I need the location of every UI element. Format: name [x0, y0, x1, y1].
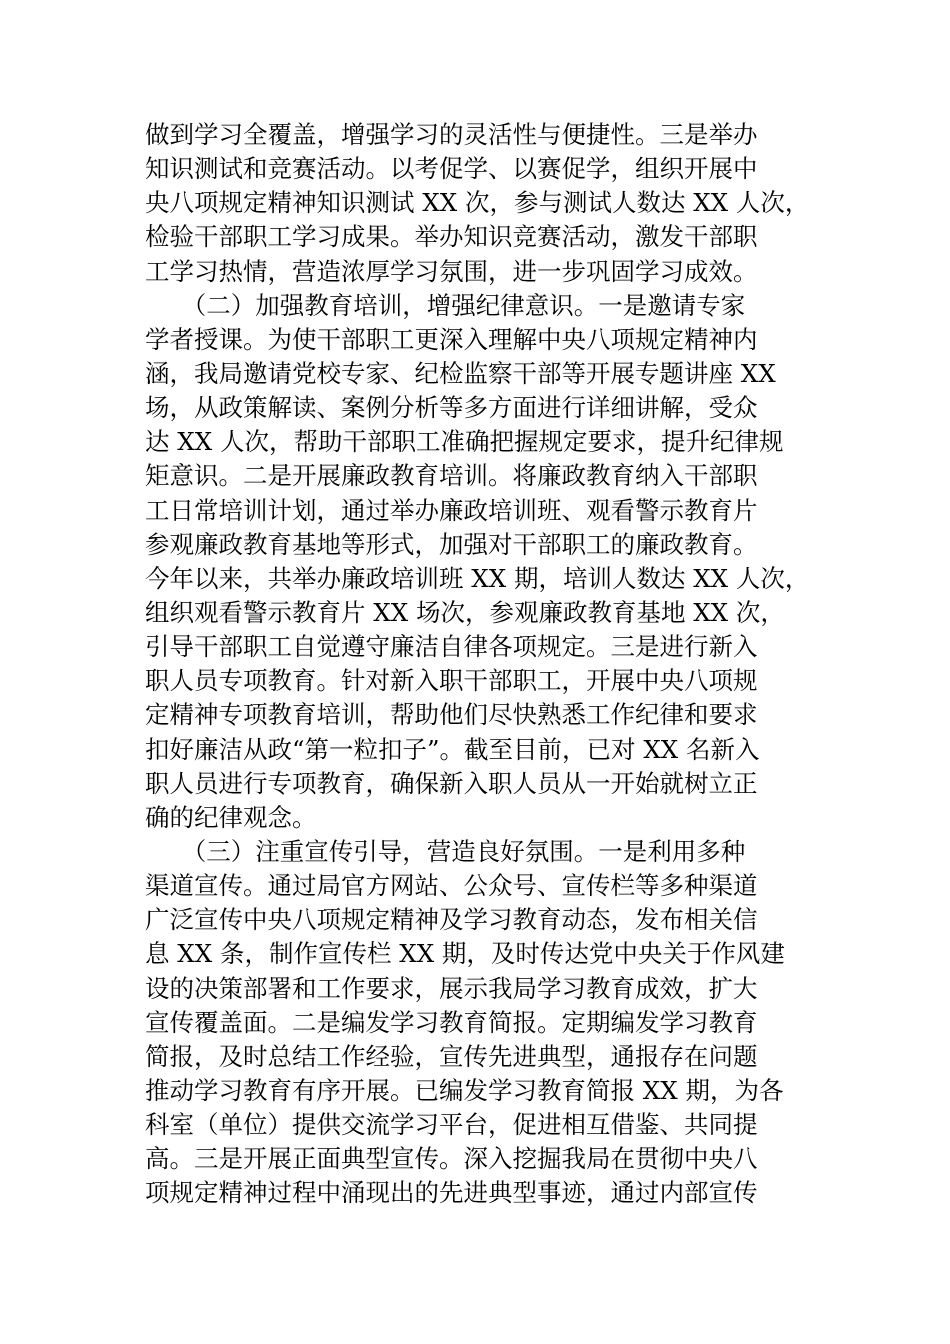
- text-line: 工日常培训计划，通过举办廉政培训班、观看警示教育片: [145, 495, 758, 525]
- text-line: 定精神专项教育培训，帮助他们尽快熟悉工作纪律和要求: [145, 700, 758, 730]
- text-line: 息 XX 条，制作宣传栏 XX 期，及时传达党中央关于作风建: [145, 939, 785, 969]
- text-line: 达 XX 人次，帮助干部职工准确把握规定要求，提升纪律规: [145, 427, 784, 457]
- text-line: 央八项规定精神知识测试 XX 次，参与测试人数达 XX 人次，: [145, 188, 810, 218]
- document-body: [145, 118, 825, 1211]
- text-line: 参观廉政教育基地等形式，加强对干部职工的廉政教育。: [145, 529, 758, 559]
- text-line: 矩意识。二是开展廉政教育培训。将廉政教育纳入干部职: [145, 461, 758, 491]
- text-line: 涵，我局邀请党校专家、纪检监察干部等开展专题讲座 XX: [145, 358, 776, 388]
- text-line: （二）加强教育培训，增强纪律意识。一是邀请专家: [145, 290, 746, 320]
- text-line: 扣好廉洁从政“第一粒扣子”。截至目前，已对 XX 名新入: [145, 734, 760, 764]
- text-line: 今年以来，共举办廉政培训班 XX 期，培训人数达 XX 人次，: [145, 563, 810, 593]
- text-line: 科室（单位）提供交流学习平台，促进相互借鉴、共同提: [145, 1110, 758, 1140]
- text-line: 工学习热情，营造浓厚学习氛围，进一步巩固学习成效。: [145, 256, 758, 286]
- text-line: 组织观看警示教育片 XX 场次，参观廉政教育基地 XX 次，: [145, 597, 785, 627]
- text-line: 简报，及时总结工作经验，宣传先进典型，通报存在问题: [145, 1041, 758, 1071]
- text-line: 设的决策部署和工作要求，展示我局学习教育成效，扩大: [145, 973, 758, 1003]
- text-line: 宣传覆盖面。二是编发学习教育简报。定期编发学习教育: [145, 1007, 758, 1037]
- text-line: 广泛宣传中央八项规定精神及学习教育动态，发布相关信: [145, 905, 758, 935]
- text-line: 确的纪律观念。: [145, 802, 317, 832]
- text-line: 高。三是开展正面典型宣传。深入挖掘我局在贯彻中央八: [145, 1144, 758, 1174]
- text-line: 推动学习教育有序开展。已编发学习教育简报 XX 期，为各: [145, 1075, 784, 1105]
- text-line: 检验干部职工学习成果。举办知识竞赛活动，激发干部职: [145, 222, 758, 252]
- text-line: 渠道宣传。通过局官方网站、公众号、宣传栏等多种渠道: [145, 871, 758, 901]
- text-line: 职人员专项教育。针对新入职干部职工，开展中央八项规: [145, 666, 758, 696]
- text-line: 场，从政策解读、案例分析等多方面进行详细讲解，受众: [145, 393, 758, 423]
- text-line: 引导干部职工自觉遵守廉洁自律各项规定。三是进行新入: [145, 632, 758, 662]
- text-line: 学者授课。为使干部职工更深入理解中央八项规定精神内: [145, 324, 758, 354]
- text-line: 知识测试和竞赛活动。以考促学、以赛促学，组织开展中: [145, 154, 758, 184]
- text-line: 做到学习全覆盖，增强学习的灵活性与便捷性。三是举办: [145, 120, 758, 149]
- text-line: （三）注重宣传引导，营造良好氛围。一是利用多种: [145, 836, 746, 866]
- text-line: 职人员进行专项教育，确保新入职人员从一开始就树立正: [145, 768, 758, 798]
- text-line: 项规定精神过程中涌现出的先进典型事迹，通过内部宣传: [145, 1178, 758, 1208]
